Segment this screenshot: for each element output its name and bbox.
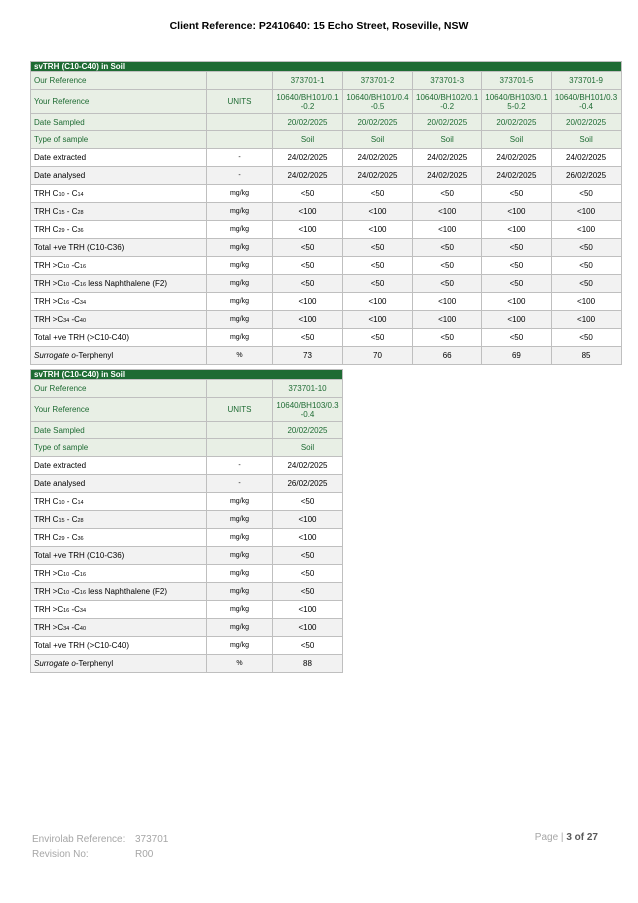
result-value: <50 [482, 329, 551, 347]
result-value: <100 [551, 311, 621, 329]
analyte-label: Date analysed [31, 167, 207, 185]
your-reference-value: 10640/BH102/0.1 -0.2 [413, 90, 482, 114]
result-value: <50 [273, 239, 343, 257]
table-row [31, 493, 343, 511]
analyte-label: Surrogate o-Terphenyl [31, 655, 207, 673]
analyte-label: TRH >C10 -C16 [31, 565, 207, 583]
sample-type-value: Soil [343, 131, 413, 149]
unit-cell: mg/kg [207, 221, 273, 239]
unit-cell: mg/kg [207, 511, 273, 529]
result-value: <50 [273, 257, 343, 275]
table-row [31, 293, 622, 311]
result-value: 73 [273, 347, 343, 365]
sample-type-value: Soil [273, 131, 343, 149]
result-value: <50 [551, 257, 621, 275]
sample-type-value: Soil [551, 131, 621, 149]
result-value: <50 [482, 275, 551, 293]
unit-cell: mg/kg [207, 257, 273, 275]
result-value: <50 [343, 257, 413, 275]
revision-value: R00 [135, 849, 154, 860]
result-value: 24/02/2025 [343, 149, 413, 167]
results-table-2 [30, 369, 343, 673]
our-reference-value: 373701-5 [482, 72, 551, 90]
your-reference-value: 10640/BH101/0.3 -0.4 [551, 90, 621, 114]
result-value: <50 [273, 583, 343, 601]
result-value: <100 [343, 311, 413, 329]
result-value: <100 [551, 221, 621, 239]
result-value: <100 [273, 511, 343, 529]
result-value: 24/02/2025 [413, 167, 482, 185]
table-title: svTRH (C10-C40) in Soil [31, 370, 343, 380]
unit-cell: mg/kg [207, 529, 273, 547]
result-value: <100 [343, 293, 413, 311]
analyte-label: TRH >C10 -C16 less Naphthalene (F2) [31, 275, 207, 293]
table-row [31, 221, 622, 239]
result-value: <50 [482, 257, 551, 275]
result-value: <100 [482, 221, 551, 239]
table-row [31, 583, 343, 601]
your-reference-value: 10640/BH103/0.3 -0.4 [273, 398, 343, 422]
table-row [31, 619, 343, 637]
table-row [31, 239, 622, 257]
result-value: <50 [343, 239, 413, 257]
analyte-label: TRH C15 - C28 [31, 203, 207, 221]
result-value: <50 [273, 329, 343, 347]
report-footer [32, 832, 168, 862]
result-value: <50 [273, 637, 343, 655]
result-value: <100 [273, 529, 343, 547]
result-value: <50 [482, 185, 551, 203]
result-value: 24/02/2025 [482, 167, 551, 185]
unit-cell: - [207, 457, 273, 475]
analyte-label: TRH >C16 -C34 [31, 601, 207, 619]
table-row [31, 329, 622, 347]
your-reference-value: 10640/BH103/0.1 5-0.2 [482, 90, 551, 114]
result-value: 85 [551, 347, 621, 365]
table-row [31, 655, 343, 673]
result-value: <50 [551, 329, 621, 347]
table-row [31, 457, 343, 475]
date-sampled-value: 20/02/2025 [343, 114, 413, 131]
result-value: 26/02/2025 [273, 475, 343, 493]
result-value: 24/02/2025 [273, 167, 343, 185]
result-value: 24/02/2025 [343, 167, 413, 185]
table-row [31, 547, 343, 565]
your-reference-label: Your Reference [31, 398, 207, 422]
unit-cell: mg/kg [207, 329, 273, 347]
result-value: <50 [413, 275, 482, 293]
envirolab-reference-value: 373701 [135, 834, 169, 845]
result-value: 24/02/2025 [273, 457, 343, 475]
analyte-label: TRH C29 - C36 [31, 529, 207, 547]
analyte-label: Total +ve TRH (C10-C36) [31, 239, 207, 257]
envirolab-reference-label: Envirolab Reference: [32, 834, 126, 845]
our-reference-value: 373701-9 [551, 72, 621, 90]
analyte-label: TRH C29 - C36 [31, 221, 207, 239]
results-table-1 [30, 61, 622, 365]
table-title: svTRH (C10-C40) in Soil [31, 62, 622, 72]
client-reference-title: Client Reference: P2410640: 15 Echo Street, Roseville, NSW [169, 20, 469, 32]
unit-cell: mg/kg [207, 311, 273, 329]
result-value: <50 [343, 275, 413, 293]
result-value: <50 [482, 239, 551, 257]
unit-cell: % [207, 655, 273, 673]
result-value: <50 [273, 185, 343, 203]
result-value: 69 [482, 347, 551, 365]
date-sampled-value: 20/02/2025 [273, 114, 343, 131]
result-value: <50 [343, 185, 413, 203]
result-value: 88 [273, 655, 343, 673]
table-row [31, 347, 622, 365]
table-row [31, 511, 343, 529]
unit-cell: mg/kg [207, 601, 273, 619]
unit-cell: mg/kg [207, 275, 273, 293]
result-value: <100 [551, 203, 621, 221]
unit-cell: % [207, 347, 273, 365]
result-value: <50 [551, 185, 621, 203]
result-value: <50 [413, 185, 482, 203]
analyte-label: TRH >C34 -C40 [31, 619, 207, 637]
analyte-label: TRH C10 - C14 [31, 185, 207, 203]
result-value: <100 [343, 203, 413, 221]
units-header: UNITS [207, 398, 273, 422]
your-reference-value: 10640/BH101/0.1 -0.2 [273, 90, 343, 114]
our-reference-label: Our Reference [31, 72, 207, 90]
result-value: <100 [343, 221, 413, 239]
our-reference-label: Our Reference [31, 380, 207, 398]
result-value: 24/02/2025 [413, 149, 482, 167]
date-sampled-label: Date Sampled [31, 114, 207, 131]
date-sampled-value: 20/02/2025 [273, 422, 343, 439]
result-value: <100 [413, 221, 482, 239]
result-value: <50 [273, 493, 343, 511]
your-reference-label: Your Reference [31, 90, 207, 114]
result-value: <50 [273, 547, 343, 565]
result-value: <100 [273, 619, 343, 637]
sample-type-label: Type of sample [31, 439, 207, 457]
unit-cell: - [207, 149, 273, 167]
table-row [31, 275, 622, 293]
analyte-label: TRH >C34 -C40 [31, 311, 207, 329]
our-reference-value: 373701-3 [413, 72, 482, 90]
result-value: <100 [273, 203, 343, 221]
result-value: <50 [273, 275, 343, 293]
result-value: 24/02/2025 [482, 149, 551, 167]
analyte-label: Total +ve TRH (C10-C36) [31, 547, 207, 565]
page-number: Page | 3 of 27 [534, 832, 598, 843]
result-value: <50 [413, 239, 482, 257]
unit-cell: - [207, 475, 273, 493]
result-value: 70 [343, 347, 413, 365]
table-row [31, 149, 622, 167]
result-value: <100 [273, 311, 343, 329]
result-value: <100 [482, 203, 551, 221]
table-row [31, 637, 343, 655]
our-reference-value: 373701-1 [273, 72, 343, 90]
table-row [31, 529, 343, 547]
table-row [31, 565, 343, 583]
unit-cell: mg/kg [207, 583, 273, 601]
unit-cell: mg/kg [207, 493, 273, 511]
our-reference-value: 373701-2 [343, 72, 413, 90]
table-row [31, 311, 622, 329]
our-reference-value: 373701-10 [273, 380, 343, 398]
sample-type-value: Soil [482, 131, 551, 149]
analyte-label: TRH C10 - C14 [31, 493, 207, 511]
analyte-label: Surrogate o-Terphenyl [31, 347, 207, 365]
unit-cell: mg/kg [207, 619, 273, 637]
result-value: 24/02/2025 [551, 149, 621, 167]
date-sampled-value: 20/02/2025 [482, 114, 551, 131]
analyte-label: Date extracted [31, 457, 207, 475]
date-sampled-label: Date Sampled [31, 422, 207, 439]
result-value: <100 [413, 203, 482, 221]
analyte-label: Date extracted [31, 149, 207, 167]
result-value: 24/02/2025 [273, 149, 343, 167]
units-header: UNITS [207, 90, 273, 114]
table-row [31, 257, 622, 275]
table-row [31, 185, 622, 203]
result-value: <100 [551, 293, 621, 311]
result-value: <100 [273, 293, 343, 311]
result-value: <50 [413, 257, 482, 275]
analyte-label: Date analysed [31, 475, 207, 493]
table-row [31, 601, 343, 619]
result-value: <50 [551, 239, 621, 257]
unit-cell: mg/kg [207, 185, 273, 203]
table-row [31, 167, 622, 185]
sample-type-value: Soil [413, 131, 482, 149]
result-value: <50 [551, 275, 621, 293]
analyte-label: TRH >C10 -C16 less Naphthalene (F2) [31, 583, 207, 601]
date-sampled-value: 20/02/2025 [413, 114, 482, 131]
analyte-label: TRH >C16 -C34 [31, 293, 207, 311]
unit-cell: mg/kg [207, 203, 273, 221]
your-reference-value: 10640/BH101/0.4 -0.5 [343, 90, 413, 114]
result-value: <100 [413, 311, 482, 329]
analyte-label: TRH >C10 -C16 [31, 257, 207, 275]
analyte-label: TRH C15 - C28 [31, 511, 207, 529]
table-row [31, 203, 622, 221]
result-value: <100 [273, 221, 343, 239]
result-value: <100 [482, 311, 551, 329]
sample-type-label: Type of sample [31, 131, 207, 149]
unit-cell: mg/kg [207, 637, 273, 655]
result-value: 66 [413, 347, 482, 365]
unit-cell: mg/kg [207, 239, 273, 257]
sample-type-value: Soil [273, 439, 343, 457]
unit-cell: mg/kg [207, 547, 273, 565]
unit-cell: mg/kg [207, 565, 273, 583]
result-value: <100 [413, 293, 482, 311]
analyte-label: Total +ve TRH (>C10-C40) [31, 637, 207, 655]
analyte-label: Total +ve TRH (>C10-C40) [31, 329, 207, 347]
result-value: 26/02/2025 [551, 167, 621, 185]
result-value: <100 [482, 293, 551, 311]
result-value: <50 [273, 565, 343, 583]
result-value: <100 [273, 601, 343, 619]
date-sampled-value: 20/02/2025 [551, 114, 621, 131]
unit-cell: mg/kg [207, 293, 273, 311]
result-value: <50 [413, 329, 482, 347]
unit-cell: - [207, 167, 273, 185]
result-value: <50 [343, 329, 413, 347]
revision-label: Revision No: [32, 849, 89, 860]
table-row [31, 475, 343, 493]
